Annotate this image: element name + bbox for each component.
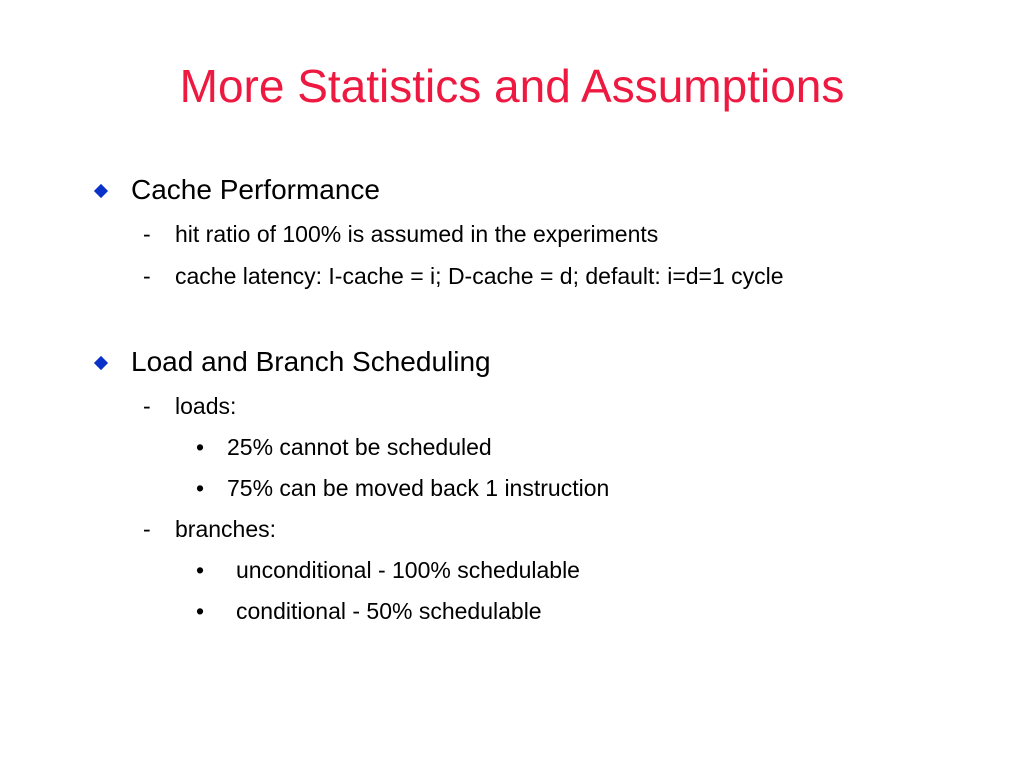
list-item-hit-ratio: hit ratio of 100% is assumed in the experiments xyxy=(175,221,659,247)
list-item-branches: branches: xyxy=(175,516,277,542)
subitem-75-can-be-moved: 75% can be moved back 1 instruction xyxy=(227,475,610,501)
list-item-cache-latency: cache latency: I-cache = i; D-cache = d; default: i=d=1 cycle xyxy=(175,263,784,289)
diamond-bullet-icon xyxy=(94,356,108,370)
slide-title: More Statistics and Assumptions xyxy=(179,60,845,112)
subitem-unconditional: unconditional - 100% schedulable xyxy=(236,557,580,583)
bullet-dot-marker: • xyxy=(196,434,205,460)
subitem-25-cannot-be-scheduled: 25% cannot be scheduled xyxy=(227,434,492,460)
section-heading-cache-performance: Cache Performance xyxy=(131,174,381,205)
subitem-conditional: conditional - 50% schedulable xyxy=(236,598,542,624)
bullet-dot-marker: • xyxy=(196,598,205,624)
dash-marker: - xyxy=(143,393,151,419)
bullet-dot-marker: • xyxy=(196,557,205,583)
list-item-loads: loads: xyxy=(175,393,237,419)
dash-marker: - xyxy=(143,263,151,289)
dash-marker: - xyxy=(143,516,151,542)
bullet-dot-marker: • xyxy=(196,475,205,501)
diamond-bullet-icon xyxy=(94,184,108,198)
section-heading-load-branch-scheduling: Load and Branch Scheduling xyxy=(131,346,491,377)
dash-marker: - xyxy=(143,221,151,247)
